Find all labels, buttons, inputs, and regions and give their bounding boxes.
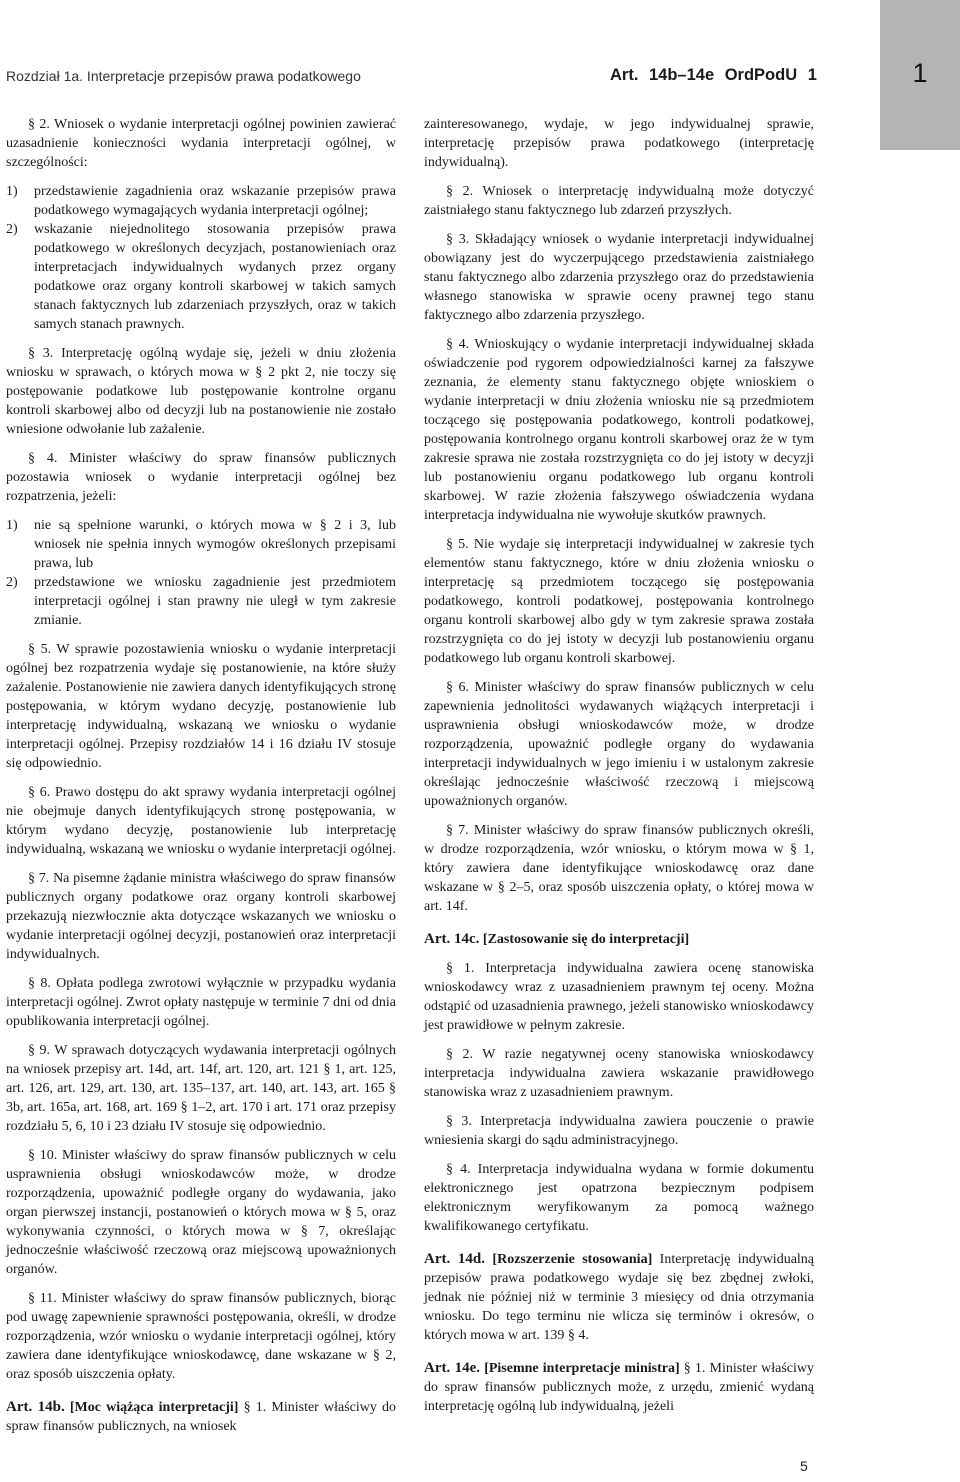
page-number: 5	[800, 1458, 808, 1474]
paragraph: § 9. W sprawach dotyczących wydawania interpretacji ogólnych na wniosek przepisy art. 14d, art. 14f, art. 120, art. 121 § 1, art. 125, art. 126, art. 129, art. 130, art. 135–137, art. 140, art. 143, art. 165 § 3b, art. 165a, art. 168, art. 169 § 1–2, art. 170 i art. 171 oraz przepisy rozdziału 5, 6, 10 i 23 działu IV stosuje się odpowiednio.	[6, 1043, 396, 1134]
article-paragraph	[424, 1359, 814, 1416]
article-paragraph	[6, 1398, 396, 1436]
paragraph: § 7. Na pisemne żądanie ministra właściwego do spraw finansów publicznych organy podatkowe oraz organy kontroli skarbowej przekazują niezwłocznie akta dotyczące wskazanych we wniosku o wydanie interpretacji ogólnej decyzji, postanowień oraz interpretacji indywidualnych.	[6, 871, 396, 962]
article-paragraph	[424, 1250, 814, 1345]
paragraph: § 6. Minister właściwy do spraw finansów publicznych w celu zapewnienia jednolitości wydawanych wiążących interpretacji i usprawnienia obsługi wnioskodawców może, w drodze rozporządzenia, upoważnić podległe organy do wydawania interpretacji indywidualnych w jego imieniu i w ustalonym zakresie określając jednocześnie właściwość rzeczową i miejscową upoważnionych organów.	[424, 680, 814, 809]
list-item: 1) nie są spełnione warunki, o których mowa w § 2 i 3, lub wniosek nie spełnia innych wymogów określonych przepisami prawa, lub	[6, 518, 396, 571]
left-column	[6, 115, 396, 1446]
article-text: § 1. Minister właściwy do spraw finansów publicznych, na wniosek	[6, 1400, 396, 1434]
paragraph: § 2. Wniosek o interpretację indywidualną może dotyczyć zaistniałego stanu faktycznego lub zdarzeń przyszłych.	[424, 184, 814, 218]
paragraph: § 2. Wniosek o wydanie interpretacji ogólnej powinien zawierać uzasadnienie konieczności wydania interpretacji ogólnej, w szczególności:	[6, 117, 396, 170]
chapter-tab-number: 1	[912, 58, 928, 88]
article-text: Interpretację indywidualną przepisów prawa podatkowego wydaje się bez zbędnej zwłoki, jednak nie później niż w terminie 3 miesięcy od dnia otrzymania wniosku. Do tego terminu nie wlicza się terminów i okresów, o których mowa w art. 139 § 4.	[424, 1252, 815, 1343]
article-title: [Zastosowanie się do interpretacji]	[482, 932, 690, 947]
item-list	[6, 182, 396, 334]
article-number: Art. 14d.	[424, 1251, 485, 1267]
paragraph: § 5. Nie wydaje się interpretacji indywidualnej w zakresie tych elementów stanu faktycznego, które w dniu złożenia wniosku o interpretację są przedmiotem toczącego się postępowania podatkowego, kontroli podatkowej, postępowania kontrolnego organu kontroli skarbowej albo gdy w tym zakresie sprawa została rozstrzygnięta co do jej istoty w decyzji lub postanowieniu organu podatkowego lub organu kontroli skarbowej.	[424, 537, 814, 666]
paragraph: § 10. Minister właściwy do spraw finansów publicznych w celu usprawnienia obsługi wnioskodawców może, w drodze rozporządzenia, upoważnić podległe organy do wydawania, jako organ pierwszej instancji, postanowień o których mowa w § 5, oraz wykonywania czynności, o których mowa w § 7, określając jednocześnie właściwość rzeczową oraz miejscową upoważnionych organów.	[6, 1148, 396, 1277]
running-header-chapter: Rozdział 1a. Interpretacje przepisów prawa podatkowego	[6, 68, 361, 84]
paragraph: § 4. Interpretacja indywidualna wydana w formie dokumentu elektronicznego jest opatrzona bezpiecznym podpisem elektronicznym weryfikowanym za pomocą ważnego kwalifikowanego certyfikatu.	[424, 1162, 814, 1234]
list-item: 2) wskazanie niejednolitego stosowania przepisów prawa podatkowego w określonych decyzjach, postanowieniach oraz interpretacjach indywidualnych wydanych przez organy podatkowe oraz organy kontroli skarbowej w takich samych stanach faktycznych lub zdarzeniach przyszłych, oraz w takich samych stanach prawnych.	[6, 222, 396, 332]
paragraph-continuation: zainteresowanego, wydaje, w jego indywidualnej sprawie, interpretację przepisów prawa podatkowego (interpretację indywidualną).	[424, 117, 814, 170]
paragraph: § 7. Minister właściwy do spraw finansów publicznych określi, w drodze rozporządzenia, wzór wniosku, o którym mowa w § 1, który zawiera dane identyfikujące wnioskodawcę oraz dane wskazane w § 2–5, oraz sposób uiszczenia opłaty, o której mowa w art. 14f.	[424, 823, 814, 914]
paragraph: § 1. Interpretacja indywidualna zawiera ocenę stanowiska wnioskodawcy wraz z uzasadnieniem prawnym tej oceny. Można odstąpić od uzasadnienia prawnego, jeżeli stanowisko wnioskodawcy jest prawidłowe w pełnym zakresie.	[424, 961, 814, 1033]
article-number: Art. 14e.	[424, 1360, 481, 1376]
article-number: Art. 14c.	[424, 931, 480, 947]
right-column	[424, 115, 814, 1426]
paragraph: § 8. Opłata podlega zwrotowi wyłącznie w przypadku wydania interpretacji ogólnej. Zwrot opłaty następuje w terminie 7 dni od dnia opublikowania interpretacji ogólnej.	[6, 976, 396, 1029]
running-header-articles: Art. 14b–14e OrdPodU 1	[610, 66, 817, 84]
paragraph: § 3. Interpretacja indywidualna zawiera pouczenie o prawie wniesienia skargi do sądu administracyjnego.	[424, 1114, 814, 1148]
article-title: [Pisemne interpretacje ministra]	[484, 1361, 680, 1376]
article-text: § 1. Minister właściwy do spraw finansów publicznych może, z urzędu, zmienić wydaną interpretację ogólną lub indywidualną, jeżeli	[424, 1361, 815, 1414]
paragraph: § 6. Prawo dostępu do akt sprawy wydania interpretacji ogólnej nie obejmuje danych identyfikujących stronę postępowania, w którym wydano decyzję, postanowienie lub interpretację indywidualną, wskazaną we wniosku o wydanie interpretacji ogólnej.	[6, 785, 396, 857]
article-title: [Moc wiążąca interpretacji]	[69, 1400, 239, 1415]
list-item: 2) przedstawione we wniosku zagadnienie jest przedmiotem interpretacji ogólnej i stan prawny nie uległ w tym zakresie zmianie.	[6, 575, 396, 628]
paragraph: § 3. Interpretację ogólną wydaje się, jeżeli w dniu złożenia wniosku w sprawach, o których mowa w § 2 pkt 2, nie toczy się postępowanie podatkowe lub postępowanie kontrolne organu kontroli skarbowej albo od decyzji lub na postanowienie nie zostało wniesione odwołanie lub zażalenie.	[6, 346, 396, 437]
paragraph: § 5. W sprawie pozostawienia wniosku o wydanie interpretacji ogólnej bez rozpatrzenia wydaje się postanowienie, na które służy zażalenie. Postanowienie nie zawiera danych identyfikujących stronę postępowania, w którym wydano decyzję, postanowienie lub interpretację indywidualną, wskazaną we wniosku o wydanie interpretacji ogólnej. Przepisy rozdziałów 14 i 16 działu IV stosuje się odpowiednio.	[6, 642, 396, 771]
paragraph: § 4. Wnioskujący o wydanie interpretacji indywidualnej składa oświadczenie pod rygorem odpowiedzialności karnej za fałszywe zeznania, że elementy stanu faktycznego objęte wnioskiem o wydanie interpretacji w dniu złożenia wniosku nie są przedmiotem toczącego się postępowania podatkowego, kontroli podatkowej, postępowania kontrolnego organu kontroli skarbowej oraz że w tym zakresie sprawa nie została rozstrzygnięta co do jej istoty w decyzji lub postanowieniu organu podatkowego lub organu kontroli skarbowej. W razie złożenia fałszywego oświadczenia wydana interpretacja indywidualna nie wywołuje skutków prawnych.	[424, 337, 814, 523]
article-heading	[424, 930, 814, 949]
paragraph: § 11. Minister właściwy do spraw finansów publicznych, biorąc pod uwagę zapewnienie sprawności postępowania, określi, w drodze rozporządzenia, wzór wniosku o wydanie interpretacji ogólnej, który zawiera dane identyfikujące wnioskodawcę, dane wskazane w § 2, oraz sposób uiszczenia opłaty.	[6, 1291, 396, 1382]
paragraph: § 3. Składający wniosek o wydanie interpretacji indywidualnej obowiązany jest do wyczerpującego przedstawienia zaistniałego stanu faktycznego albo zdarzenia przyszłego oraz do przedstawienia własnego stanowiska w sprawie oceny prawnej tego stanu faktycznego albo zdarzenia przyszłego.	[424, 232, 814, 323]
item-list	[6, 516, 396, 630]
article-number: Art. 14b.	[6, 1399, 65, 1415]
chapter-tab	[880, 0, 960, 150]
paragraph: § 4. Minister właściwy do spraw finansów publicznych pozostawia wniosek o wydanie interpretacji ogólnej bez rozpatrzenia, jeżeli:	[6, 451, 396, 504]
paragraph: § 2. W razie negatywnej oceny stanowiska wnioskodawcy interpretacja indywidualna zawiera wskazanie prawidłowego stanowiska wraz z uzasadnieniem prawnym.	[424, 1047, 814, 1100]
list-item: 1) przedstawienie zagadnienia oraz wskazanie przepisów prawa podatkowego wymagających wydania interpretacji ogólnej;	[6, 184, 396, 218]
article-title: [Rozszerzenie stosowania]	[492, 1252, 653, 1267]
